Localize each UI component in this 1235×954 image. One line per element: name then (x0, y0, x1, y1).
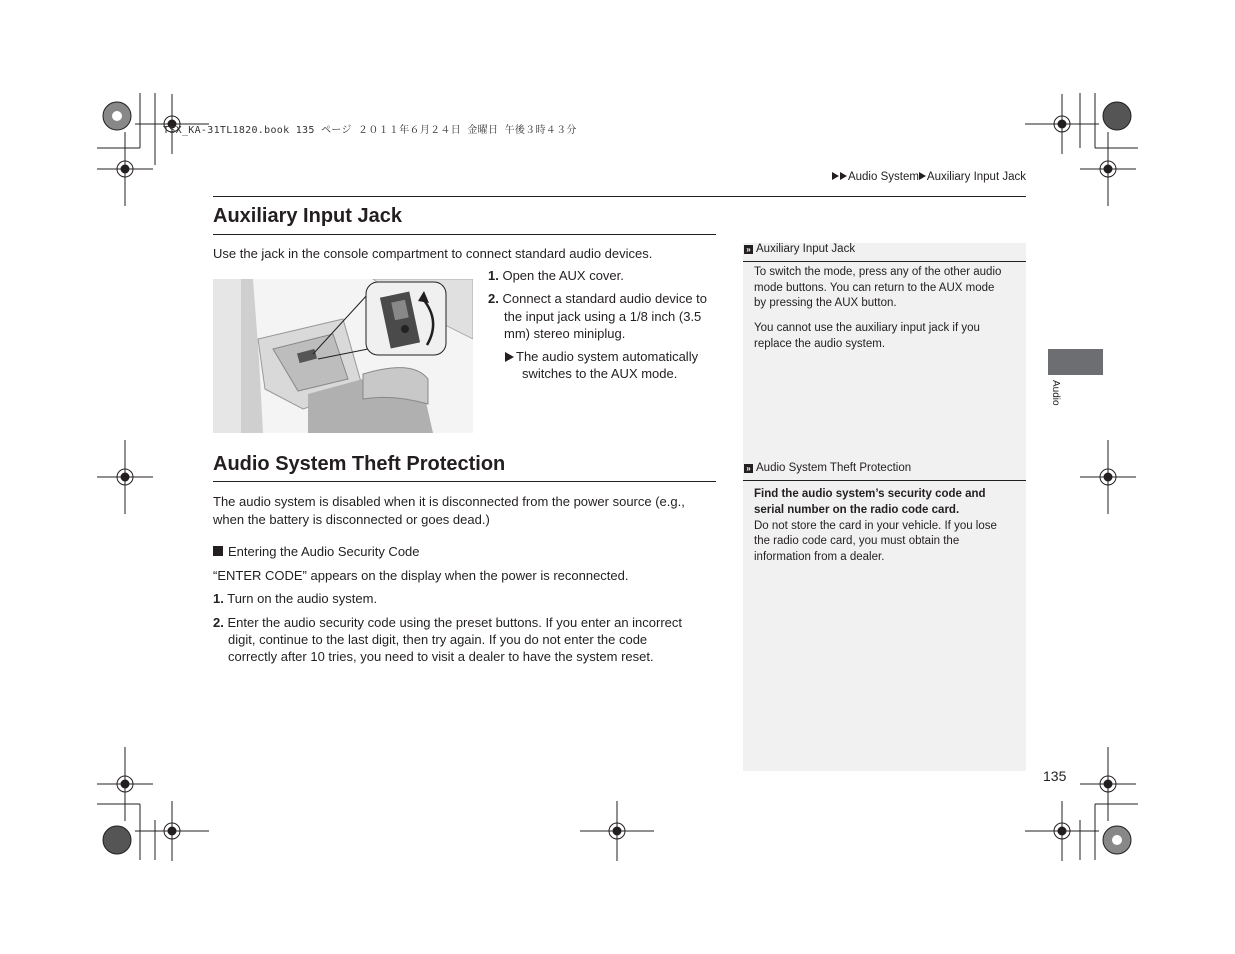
step-text: Turn on the audio system. (227, 591, 378, 606)
square-bullet-icon (213, 546, 223, 556)
section-title: Audio System Theft Protection (213, 453, 506, 475)
note-bold-text: serial number on the radio code card. (754, 504, 960, 516)
note-title-text: Audio System Theft Protection (756, 462, 912, 474)
breadcrumb-arrow-icon (840, 172, 847, 180)
note-reference-icon: » (744, 245, 753, 254)
step-text: digit, continue to the last digit, then try again. If you do not enter the code (228, 632, 648, 647)
step-item (488, 267, 624, 285)
breadcrumb-item: Audio System (847, 171, 919, 183)
step-number: 1. (213, 591, 224, 606)
result-arrow-icon (505, 352, 514, 362)
chapter-tab (1048, 349, 1103, 375)
step-text: mm) stereo miniplug. (504, 326, 626, 341)
note-text: Do not store the card in your vehicle. If you lose (754, 520, 997, 532)
note-rule (743, 480, 1026, 481)
section-title: Auxiliary Input Jack (213, 205, 402, 227)
subheading (213, 543, 420, 561)
page-number: 135 (1043, 768, 1067, 784)
breadcrumb-arrow-icon (832, 172, 839, 180)
step-number: 1. (488, 268, 499, 283)
note-text: You cannot use the auxiliary input jack if you (754, 322, 980, 334)
code-text: “ENTER CODE” appears on the display when the power is reconnected. (213, 568, 629, 583)
step-result (505, 348, 698, 366)
note-title (744, 462, 911, 474)
note-rule (743, 261, 1026, 262)
note-title-text: Auxiliary Input Jack (756, 243, 856, 255)
step-number: 2. (488, 291, 499, 306)
section-intro: Use the jack in the console compartment to connect standard audio devices. (213, 246, 653, 261)
result-text: The audio system automatically (516, 349, 699, 364)
note-text: To switch the mode, press any of the other audio (754, 266, 1002, 278)
section-rule (213, 234, 716, 235)
breadcrumb-item: Auxiliary Input Jack (926, 171, 1026, 183)
step-text: the input jack using a 1/8 inch (3.5 (504, 309, 702, 324)
note-text: replace the audio system. (754, 338, 886, 350)
step-text: correctly after 10 tries, you need to visit a dealer to have the system reset. (228, 649, 654, 664)
header-rule (213, 196, 1026, 197)
note-reference-icon: » (744, 464, 753, 473)
chapter-tab-label: Audio (1050, 380, 1061, 406)
breadcrumb (832, 171, 1026, 183)
aux-jack-illustration (213, 279, 473, 433)
note-bold-text: Find the audio system’s security code and (754, 488, 986, 500)
subheading-text: Entering the Audio Security Code (228, 544, 420, 559)
print-header: TSX_KA-31TL1820.book 135 ページ ２０１１年６月２４日 金曜日 午後３時４３分 (163, 125, 577, 136)
section-rule (213, 481, 716, 482)
note-text: the radio code card, you must obtain the (754, 535, 960, 547)
step-item (488, 290, 707, 308)
note-title (744, 243, 855, 255)
step-number: 2. (213, 615, 224, 630)
section-intro: The audio system is disabled when it is disconnected from the power source (e.g., (213, 494, 685, 509)
note-text: by pressing the AUX button. (754, 297, 897, 309)
note-text: mode buttons. You can return to the AUX mode (754, 282, 995, 294)
step-text: Open the AUX cover. (502, 268, 624, 283)
step-item (213, 590, 377, 608)
step-text: Enter the audio security code using the preset buttons. If you enter an incorrect (227, 615, 683, 630)
result-text: switches to the AUX mode. (522, 366, 678, 381)
note-text: information from a dealer. (754, 551, 885, 563)
step-text: Connect a standard audio device to (502, 291, 707, 306)
step-item (213, 614, 682, 632)
console-figure (213, 279, 473, 433)
section-intro: when the battery is disconnected or goes dead.) (213, 512, 490, 527)
breadcrumb-arrow-icon (919, 172, 926, 180)
